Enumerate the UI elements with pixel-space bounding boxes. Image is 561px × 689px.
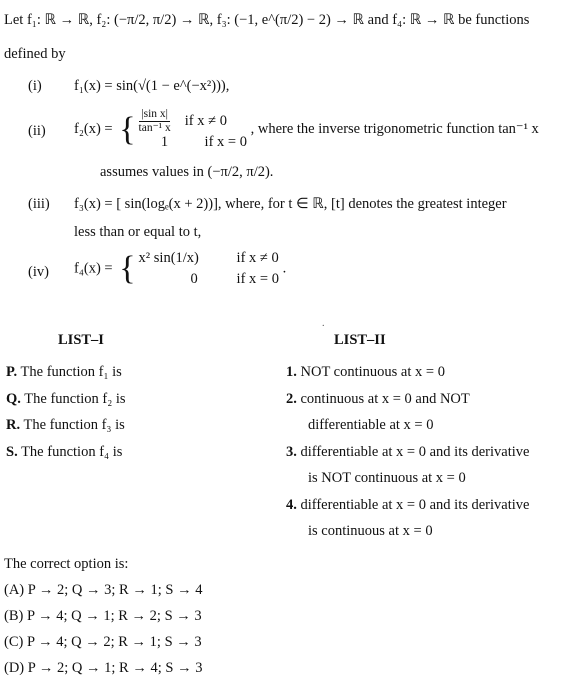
f4-case1-cond: if x ≠ 0 [236, 250, 279, 266]
list2-header: LIST–II [334, 332, 386, 348]
roman-i: (i) [28, 78, 42, 94]
list1-item-q: Q. The function f₂ is [6, 391, 126, 407]
f4-case2-cond: if x = 0 [236, 271, 279, 287]
f2-case2-val: 1 [160, 134, 169, 151]
list2-item-4: 4. differentiable at x = 0 and its derivative [286, 497, 530, 513]
f4-case1-val: x² sin(1/x) [138, 250, 199, 266]
f2-case2-cond: if x = 0 [204, 134, 247, 151]
intro-line-1: Let f₁: ℝ → ℝ, f₂: (−π/2, π/2) → ℝ, f₃: (−1, e^(π/2) − 2) → ℝ and f₄: ℝ → ℝ be functions [4, 12, 530, 28]
list1-item-r: R. The function f₃ is [6, 417, 125, 433]
list2-item-3-line2: is NOT continuous at x = 0 [308, 470, 466, 486]
list1-header: LIST–I [58, 332, 104, 348]
f4-case2-val: 0 [190, 271, 198, 287]
stray-dot: . [322, 318, 325, 329]
function-f4 [74, 250, 286, 288]
f4-tail: . [282, 260, 287, 277]
f2-lhs: f₂(x) = [74, 120, 113, 137]
option-b[interactable]: (B) P → 4; Q → 1; R → 2; S → 3 [4, 608, 202, 624]
list2-item-2: 2. continuous at x = 0 and NOT [286, 391, 470, 407]
options-heading: The correct option is: [4, 556, 129, 572]
list2-item-1: 1. NOT continuous at x = 0 [286, 364, 445, 380]
f2-fraction: $\frac{\text{|sin x|}}{\text{tan⁻¹ x}}$ [138, 108, 171, 134]
function-f3: f₃(x) = [ sin(logₑ(x + 2))], where, for t ∈ ℝ, [t] denotes the greatest integer [74, 196, 507, 212]
list1-item-s: S. The function f₄ is [6, 444, 123, 460]
f4-lhs: f₄(x) = [74, 260, 113, 277]
roman-iv: (iv) [28, 264, 49, 280]
roman-iii: (iii) [28, 196, 50, 212]
brace-icon: { [119, 250, 136, 287]
list2-item-2-line2: differentiable at x = 0 [308, 417, 434, 433]
list2-item-3: 3. differentiable at x = 0 and its derivative [286, 444, 530, 460]
brace-icon: { [119, 110, 136, 148]
roman-ii: (ii) [28, 123, 46, 139]
list1-item-p: P. The function f₁ is [6, 364, 122, 380]
f3-continuation: less than or equal to t, [74, 224, 202, 240]
option-d[interactable]: (D) P → 2; Q → 1; R → 4; S → 3 [4, 660, 203, 676]
option-c[interactable]: (C) P → 4; Q → 2; R → 1; S → 3 [4, 634, 202, 650]
function-f2 [74, 108, 539, 151]
f4-cases [116, 250, 279, 288]
function-f1: f₁(x) = sin(√(1 − e^(−x²))), [74, 78, 230, 94]
f2-cases [116, 108, 247, 151]
f2-continuation: assumes values in (−π/2, π/2). [100, 164, 274, 180]
f2-case1-cond: if x ≠ 0 [184, 112, 227, 129]
intro-line-2: defined by [4, 46, 66, 62]
f2-tail: , where the inverse trigonometric function tan⁻¹ x [250, 120, 539, 137]
list2-item-4-line2: is continuous at x = 0 [308, 523, 433, 539]
option-a[interactable]: (A) P → 2; Q → 3; R → 1; S → 4 [4, 582, 203, 598]
